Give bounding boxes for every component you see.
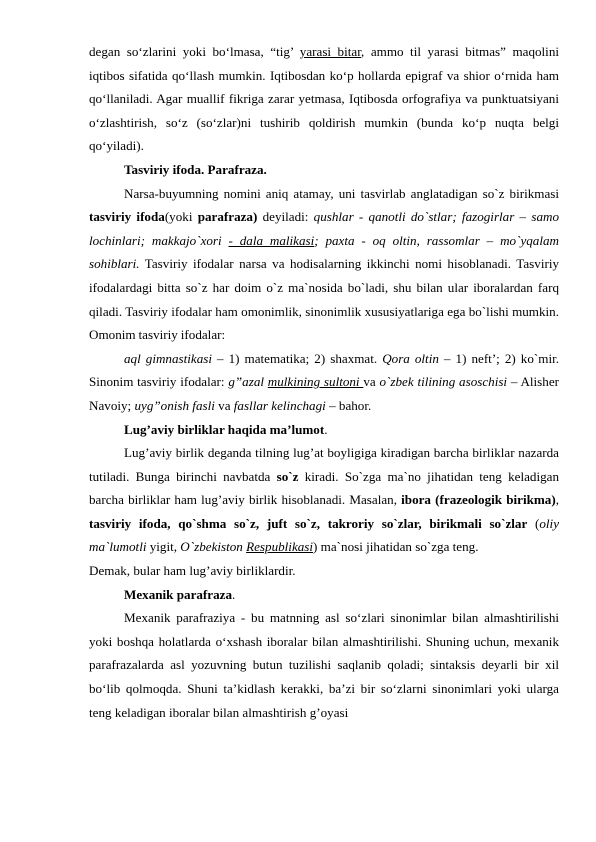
italic-example: uyg”onish fasli bbox=[134, 397, 215, 413]
italic-example: oliy ma`lumotli bbox=[89, 515, 560, 555]
italic-example: g”azal bbox=[228, 374, 268, 390]
bold-term: ibora (frazeologik birikma) bbox=[401, 492, 556, 508]
text-run: va bbox=[214, 397, 234, 413]
italic-underlined-example: - dala malikasi bbox=[228, 232, 315, 248]
italic-example: o`zbek tilining asoschisi bbox=[379, 374, 508, 390]
heading-text: Mexanik parafraza bbox=[124, 586, 233, 602]
paragraph-mexanik-parafraza: Mexanik parafraziya - bu matnning asl so‘zlari sinonimlar bilan almashtirilishi yoki boshqa holatlarda o‘xshash iboralar bilan almashtirilishi. Shuning uchun, mexanik parafrazalarda asl yozuvning butun tuzilishi saqlanib qoladi; sintaksis deyarli bir xil bo‘lib qolmoqda. Shuni ta’kidlash kerakki, ba’zi bir so‘zlarni sinonimlari yoki ularga teng keladigan iboralar bilan almashtirish g’oyasi bbox=[89, 610, 559, 720]
heading-punctuation: . bbox=[232, 586, 236, 602]
text-run: – Alisher Navoiy; bbox=[89, 374, 559, 413]
italic-example: aql gimnastikasi bbox=[124, 350, 212, 366]
heading-mexanik-parafraza bbox=[89, 583, 559, 607]
text-run: va bbox=[363, 374, 380, 390]
italic-example: fasllar kelinchagi bbox=[233, 397, 326, 413]
bold-term: parafraza) bbox=[197, 209, 258, 225]
italic-example: O`zbekiston bbox=[180, 539, 247, 555]
paragraph-quote-usage bbox=[89, 40, 559, 158]
text-run: ) ma`nosi jihatidan so`zga teng. bbox=[313, 539, 479, 555]
text-run: , ammo til yarasi bitmas” maqolini iqtibos sifatida qo‘llash mumkin. Iqtibosdan ko‘p hollarda epigraf va shior o‘rnida ham qo‘llaniladi. Agar muallif fikriga zarar yetmasa, Iqtibosda orfografiya va punktuatsiyani o‘zlashtirish, so‘z (so‘zlar)ni tushirib qoldirish mumkin (bunda ko‘p nuqta belgi qo‘yiladi). bbox=[89, 44, 560, 154]
text-run: – 1) neft’; 2) ko`mir. Sinonim tasviriy ifodalar: bbox=[89, 350, 559, 390]
bold-term: so`z bbox=[276, 468, 299, 484]
underlined-text: yarasi bitar bbox=[299, 44, 362, 59]
heading-tasviriy-ifoda: Tasviriy ifoda. Parafraza. bbox=[124, 161, 267, 177]
heading-punctuation: . bbox=[324, 421, 328, 437]
bold-term: tasviriy ifoda bbox=[89, 209, 165, 225]
paragraph-lugaviy-birlik bbox=[89, 441, 559, 559]
italic-example: qushlar - qanotli do`stlar; fazogirlar – samo lochinlari; makkajo`xori bbox=[89, 209, 559, 248]
document-page bbox=[89, 40, 559, 724]
heading-lugaviy-birliklar bbox=[89, 418, 559, 442]
italic-example: Qora oltin bbox=[382, 350, 439, 366]
heading-text: Lug’aviy birliklar haqida ma’lumot bbox=[124, 421, 325, 437]
text-run: – bahor. bbox=[325, 397, 372, 413]
text-run: degan so‘zlarini yoki bo‘lmasa, “tig’ bbox=[89, 44, 300, 59]
italic-underlined-example: Respublikasi bbox=[246, 539, 314, 555]
text-run: – 1) matematika; 2) shaxmat. bbox=[211, 350, 383, 366]
bold-term: tasviriy ifoda, qo`shma so`z, juft so`z, takroriy so`zlar, birikmali so`zlar bbox=[89, 515, 528, 531]
text-run: deyiladi: bbox=[257, 209, 314, 225]
text-run: Narsa-buyumning nomini aniq atamay, uni tasvirlab anglatadigan so`z birikmasi bbox=[124, 185, 559, 201]
text-run: ( bbox=[527, 515, 540, 531]
text-run: Tasviriy ifodalar narsa va hodisalarning ikkinchi nomi hisoblanadi. Tasviriy ifodalardagi bitta so`z har doim o`z ma`nosida bo`ladi, shu bilan ular iboralardan farq qiladi. Tasviriy ifodalar ham omonimlik, sinonimlik xususiyatlariga ega bo`lishi mumkin. Omonim tasviriy ifodalar: bbox=[89, 256, 559, 343]
paragraph-tasviriy-ifoda bbox=[89, 182, 559, 347]
text-run: yigit, bbox=[146, 539, 181, 555]
text-run: , bbox=[555, 492, 559, 508]
italic-underlined-example: mulkining sultoni bbox=[267, 374, 364, 390]
paragraph-demak: Demak, bular ham lug’aviy birliklardir. bbox=[89, 563, 296, 579]
text-run: (yoki bbox=[164, 209, 198, 225]
paragraph-omonim-examples bbox=[89, 347, 559, 418]
italic-example: ; paxta - oq oltin, rassomlar – mo`yqalam sohiblari. bbox=[89, 232, 559, 272]
text-run: kiradi. So`zga ma`no jihatidan teng keladigan barcha birliklar ham lug’aviy birlik hisoblanadi. Masalan, bbox=[89, 468, 559, 508]
text-run: Lug’aviy birlik deganda tilning lug’at boyligiga kiradigan barcha birliklar nazarda tutiladi. Bunga birinchi navbatda bbox=[89, 445, 559, 484]
